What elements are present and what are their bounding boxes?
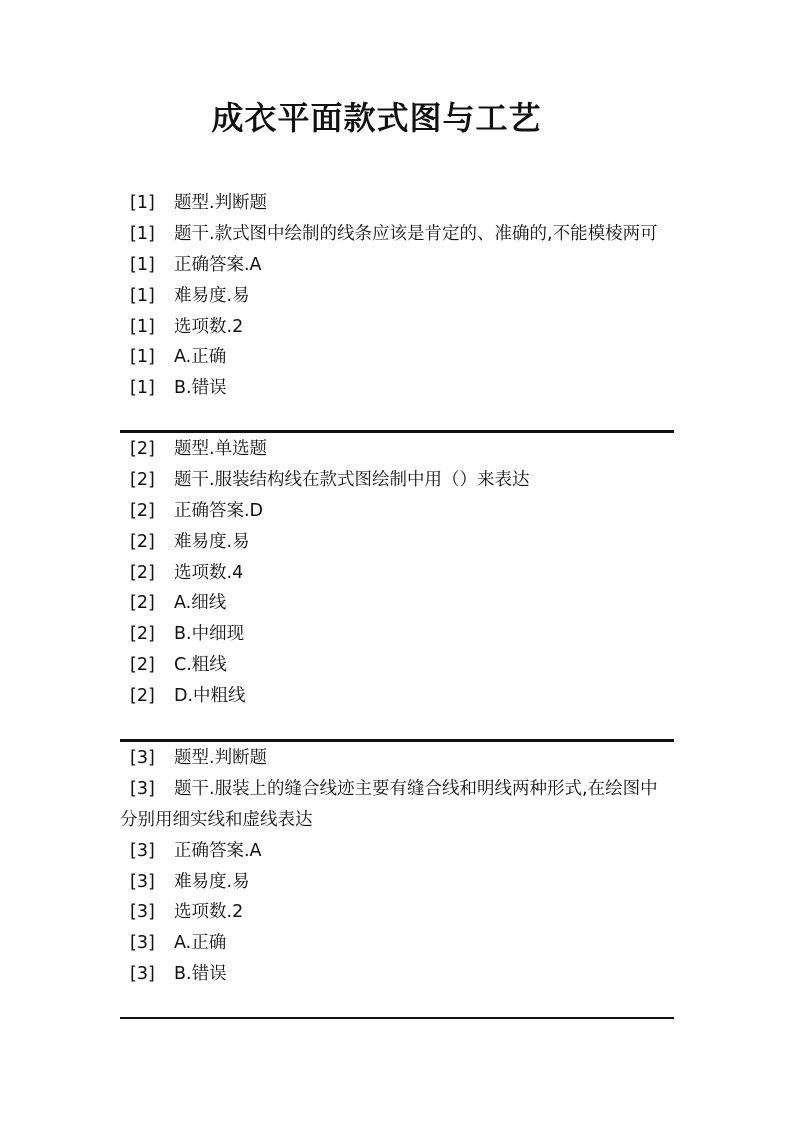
- question-line: [1] 题型.判断题: [130, 193, 268, 213]
- question-line: [3] A.正确: [130, 933, 227, 954]
- question-line: [3] 难易度.易: [130, 871, 250, 892]
- question-line: [1] B.错误: [130, 378, 227, 399]
- question-line: [1] 正确答案.A: [130, 254, 262, 275]
- question-line: [3] 题干.服装上的缝合线迹主要有缝合线和明线两种形式,在绘图中: [130, 778, 658, 799]
- question-line: [1] 难易度.易: [130, 285, 250, 306]
- question-block-3: [120, 743, 674, 990]
- question-line: [3] 正确答案.A: [130, 840, 262, 861]
- section-divider: [120, 739, 674, 742]
- question-line-continuation: 分别用细实线和虚线表达: [120, 809, 313, 830]
- question-line: [2] C.粗线: [130, 655, 227, 676]
- question-block-1: [120, 188, 674, 404]
- question-line: [2] 题干.服装结构线在款式图绘制中用（）来表达: [130, 469, 530, 490]
- question-line: [2] 正确答案.D: [130, 500, 264, 521]
- question-line: [1] A.正确: [130, 347, 227, 368]
- question-line: [2] 选项数.4: [130, 562, 244, 583]
- question-line: [1] 题干.款式图中绘制的线条应该是肯定的、准确的,不能模棱两可: [130, 223, 658, 244]
- section-divider: [120, 430, 674, 433]
- question-line: [2] 难易度.易: [130, 531, 250, 552]
- question-line: [2] B.中细现: [130, 624, 245, 645]
- question-line: [2] A.细线: [130, 593, 227, 614]
- question-line: [2] D.中粗线: [130, 686, 246, 707]
- document-title: 成衣平面款式图与工艺: [211, 99, 542, 137]
- question-line: [3] 选项数.2: [130, 902, 244, 923]
- question-line: [3] B.错误: [130, 964, 227, 985]
- question-line: [3] 题型.判断题: [130, 748, 268, 768]
- question-block-2: [120, 434, 674, 712]
- question-line: [1] 选项数.2: [130, 316, 244, 337]
- section-divider: [120, 1017, 674, 1019]
- question-line: [2] 题型.单选题: [130, 439, 268, 459]
